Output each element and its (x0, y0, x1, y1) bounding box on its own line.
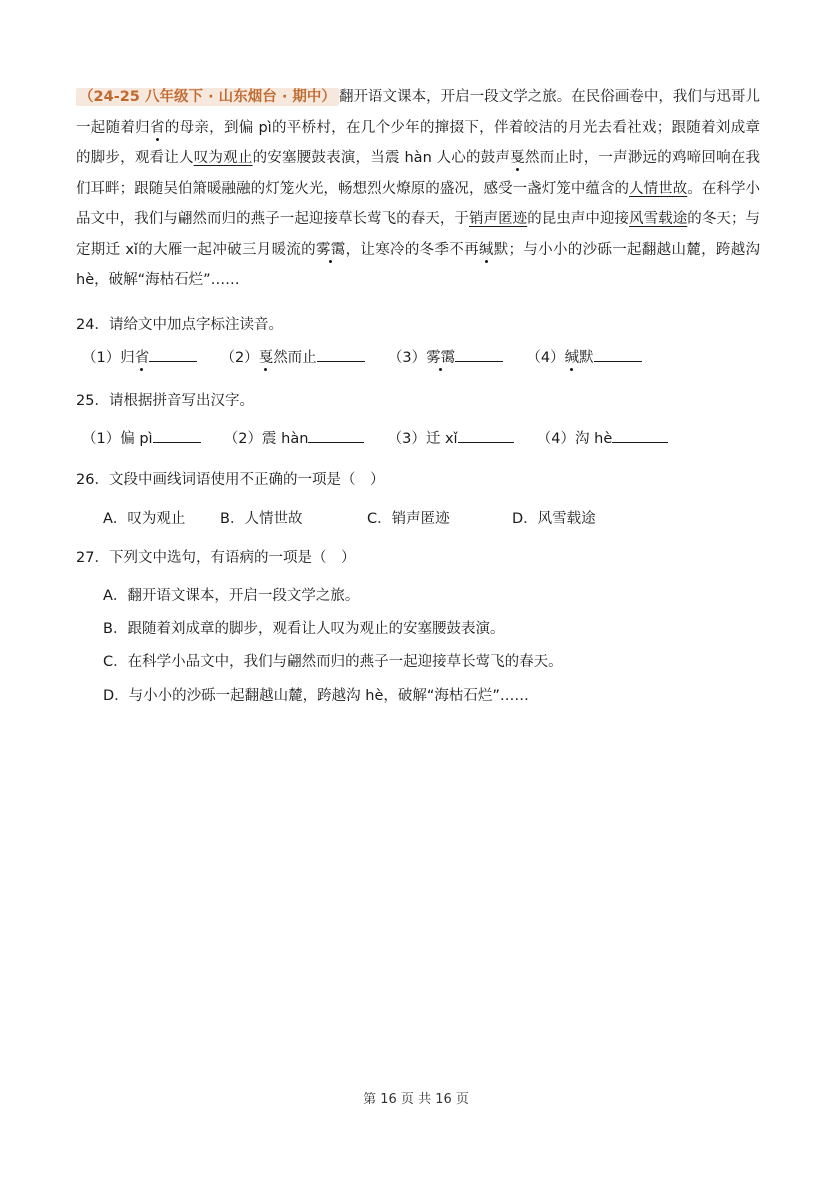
underlined-term: 销声匿迹 (468, 211, 528, 227)
q24-item-1: （1）归省 (82, 350, 197, 366)
answer-blank[interactable] (149, 347, 197, 362)
q26-option-c[interactable]: C．销声匿迹 (367, 511, 450, 527)
underlined-term: 风雪载途 (629, 211, 688, 227)
answer-blank[interactable] (308, 428, 364, 443)
page-footer: 第 16 页 共 16 页 (363, 1092, 469, 1107)
underlined-term: 人情世故 (629, 180, 688, 197)
q24-item-2: （2）戛然而止 (220, 350, 364, 366)
passage-text: 翻开语文课本，开启一段文学之旅。在民俗画卷中，我们与迅哥儿一起随着归 (76, 89, 761, 136)
question-27-title: 27．下列文中选句，有语病的一项是（ ） (76, 550, 356, 566)
q25-item-1: （1）偏 pì (82, 431, 153, 447)
passage-text: 的昆虫声中迎接 (527, 211, 630, 227)
q27-option-a[interactable]: A．翻开语文课本，开启一段文学之旅。 (103, 588, 360, 604)
question-24-items (82, 347, 642, 368)
dotted-char: 雾霭 (316, 241, 346, 258)
q26-option-a[interactable]: A．叹为观止 (103, 511, 186, 527)
q25-item-3: （3）迁 xǐ (387, 431, 458, 447)
q25-item-2: （2）震 hàn (223, 431, 309, 447)
answer-blank[interactable] (612, 428, 668, 443)
passage-text: 的安塞腰鼓表演，当震 hàn 人心的鼓声 (252, 150, 511, 166)
passage-text: 的母亲，到偏 pì的平桥村，在几个少年的撺掇下，伴着皎洁的月光去看社戏；跟随着刘成章的脚步，观看让人 (76, 119, 760, 166)
dotted-char: 缄 (564, 350, 580, 366)
q26-option-b[interactable]: B．人情世故 (220, 511, 303, 527)
q24-item-3: （3）雾霭 (388, 350, 503, 366)
answer-blank[interactable] (594, 347, 642, 362)
question-26-title: 26．文段中画线词语使用不正确的一项是（ ） (76, 472, 385, 488)
answer-blank[interactable] (317, 347, 365, 362)
dotted-char: 雾霭 (426, 350, 456, 366)
dotted-char: 缄 (478, 241, 494, 258)
reading-passage (76, 82, 760, 296)
q25-item-4: （4）沟 hè (536, 431, 613, 447)
underlined-term: 叹为观止 (193, 150, 253, 166)
q24-item-4: （4）缄默 (526, 350, 641, 366)
question-25-title: 25．请根据拼音写出汉字。 (76, 393, 254, 409)
passage-text: 默；与小小的沙砾一起翻越山麓，跨越沟 hè，破解“海枯石烂”…… (76, 241, 761, 288)
dotted-char: 戛 (510, 150, 525, 166)
q27-option-c[interactable]: C．在科学小品文中，我们与翩然而归的燕子一起迎接草长莺飞的春天。 (103, 654, 563, 670)
dotted-char: 省 (149, 119, 165, 136)
q27-option-d[interactable]: D．与小小的沙砾一起翻越山麓，跨越沟 hè，破解“海枯石烂”…… (103, 688, 529, 704)
dotted-char: 戛 (258, 350, 274, 366)
q27-option-b[interactable]: B．跟随着刘成章的脚步，观看让人叹为观止的安塞腰鼓表演。 (103, 621, 505, 637)
passage-text: ，让寒冷的冬季不再 (345, 241, 479, 258)
answer-blank[interactable] (458, 428, 514, 443)
question-24-title: 24．请给文中加点字标注读音。 (76, 317, 283, 333)
passage-text: 的冬天；与定期迁 xǐ的大雁一起冲破三月暖流的 (76, 211, 761, 258)
q26-option-d[interactable]: D．风雪载途 (512, 511, 596, 527)
answer-blank[interactable] (153, 428, 201, 443)
dotted-char: 省 (134, 350, 150, 366)
passage-text: 然而止时，一声渺远的鸡啼回响在我们耳畔；跟随吴伯箫暖融融的灯笼火光，畅想烈火燎原的盛况，感受一盏灯笼中蕴含的 (76, 150, 761, 197)
answer-blank[interactable] (455, 347, 503, 362)
source-tag: （24-25 八年级下 · 山东烟台 · 期中） (76, 88, 339, 106)
question-25-items (82, 428, 668, 449)
passage-text: 。在科学小品文中，我们与翩然而归的燕子一起迎接草长莺飞的春天，于 (76, 180, 760, 227)
